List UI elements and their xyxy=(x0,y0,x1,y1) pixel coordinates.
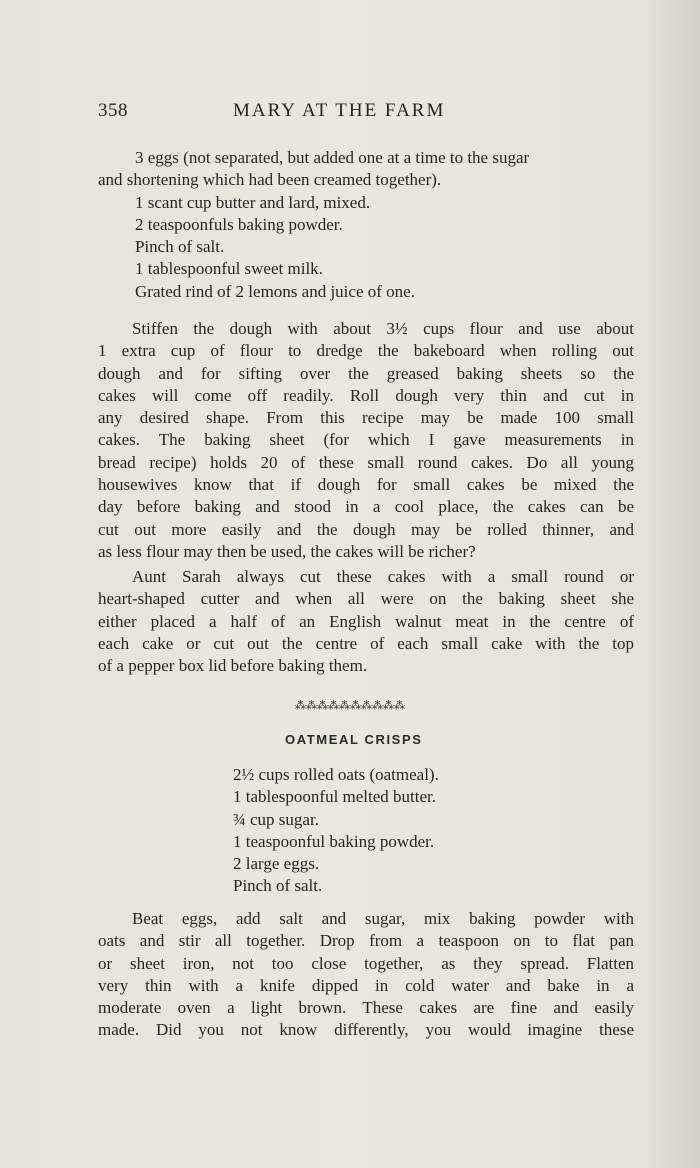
paragraph-line: 1 extra cup of flour to dredge the bakeboard when rolling out xyxy=(98,341,634,361)
ingredient-line: 2 teaspoonfuls baking powder. xyxy=(135,214,343,234)
paragraph-line: oats and stir all together. Drop from a teaspoon on to flat pan xyxy=(98,931,634,951)
ingredients-continued xyxy=(98,147,634,303)
ingredient-line: 2½ cups rolled oats (oatmeal). xyxy=(233,765,439,784)
paragraph-line: moderate oven a light brown. These cakes are fine and easily xyxy=(98,998,634,1018)
paragraph-line: either placed a half of an English walnut meat in the centre of xyxy=(98,611,634,631)
ingredient-line: Pinch of salt. xyxy=(233,876,323,896)
paragraph-line: Stiffen the dough with about 3½ cups flour and use about xyxy=(132,319,634,338)
paragraph-line: dough and for sifting over the greased baking sheets so the xyxy=(98,363,634,383)
paragraph-line: heart-shaped cutter and when all were on the baking sheet she xyxy=(98,589,634,609)
book-title: MARY AT THE FARM xyxy=(233,100,446,121)
ornamental-divider: ⁂⁂⁂⁂⁂⁂⁂⁂⁂⁂ xyxy=(295,700,405,712)
ingredient-line: ¾ cup sugar. xyxy=(233,809,319,829)
paragraph-line: as less flour may then be used, the cakes will be richer? xyxy=(98,541,476,561)
paragraph-line: very thin with a knife dipped in cold water and bake in a xyxy=(98,975,634,995)
ingredient-line: 3 eggs (not separated, but added one at a time to the sugar xyxy=(135,148,530,167)
ingredient-line: 1 scant cup butter and lard, mixed. xyxy=(135,192,371,212)
paragraph-line: made. Did you not know differently, you would imagine these xyxy=(98,1020,634,1040)
ingredient-line: 1 tablespoonful sweet milk. xyxy=(135,259,323,279)
paragraph-line: cakes will come off readily. Roll dough very thin and cut in xyxy=(98,385,634,405)
paragraph-instructions xyxy=(98,318,634,563)
ingredient-line: and shortening which had been creamed together). xyxy=(98,170,442,190)
paragraph-line: or sheet iron, not too close together, as they spread. Flatten xyxy=(98,953,634,973)
paragraph-line: day before baking and stood in a cool place, the cakes can be xyxy=(98,497,634,517)
running-head xyxy=(98,100,498,126)
page-number: 358 xyxy=(98,100,128,121)
paragraph-line: any desired shape. From this recipe may be made 100 small xyxy=(98,408,634,428)
paragraph-line: Aunt Sarah always cut these cakes with a small round or xyxy=(132,567,634,586)
paragraph-line: Beat eggs, add salt and sugar, mix baking powder with xyxy=(132,909,634,928)
paragraph-oatmeal-instructions xyxy=(98,908,634,1042)
section-heading: OATMEAL CRISPS xyxy=(285,732,423,747)
ingredient-line: 2 large eggs. xyxy=(233,854,320,874)
ingredient-line: Grated rind of 2 lemons and juice of one. xyxy=(135,281,415,301)
ingredient-line: Pinch of salt. xyxy=(135,237,225,257)
paragraph-line: cut out more easily and the dough may be rolled thinner, and xyxy=(98,519,634,539)
ingredient-line: 1 tablespoonful melted butter. xyxy=(233,787,437,807)
oatmeal-ingredients xyxy=(233,764,439,898)
paragraph-aunt-sarah xyxy=(98,566,634,677)
paragraph-line: each cake or cut out the centre of each small cake with the top xyxy=(98,633,634,653)
paragraph-line: housewives know that if dough for small cakes be mixed the xyxy=(98,475,634,495)
paragraph-line: bread recipe) holds 20 of these small round cakes. Do all young xyxy=(98,452,634,472)
paragraph-line: of a pepper box lid before baking them. xyxy=(98,656,368,676)
paragraph-line: cakes. The baking sheet (for which I gave measurements in xyxy=(98,430,634,450)
ingredient-line: 1 teaspoonful baking powder. xyxy=(233,831,435,851)
